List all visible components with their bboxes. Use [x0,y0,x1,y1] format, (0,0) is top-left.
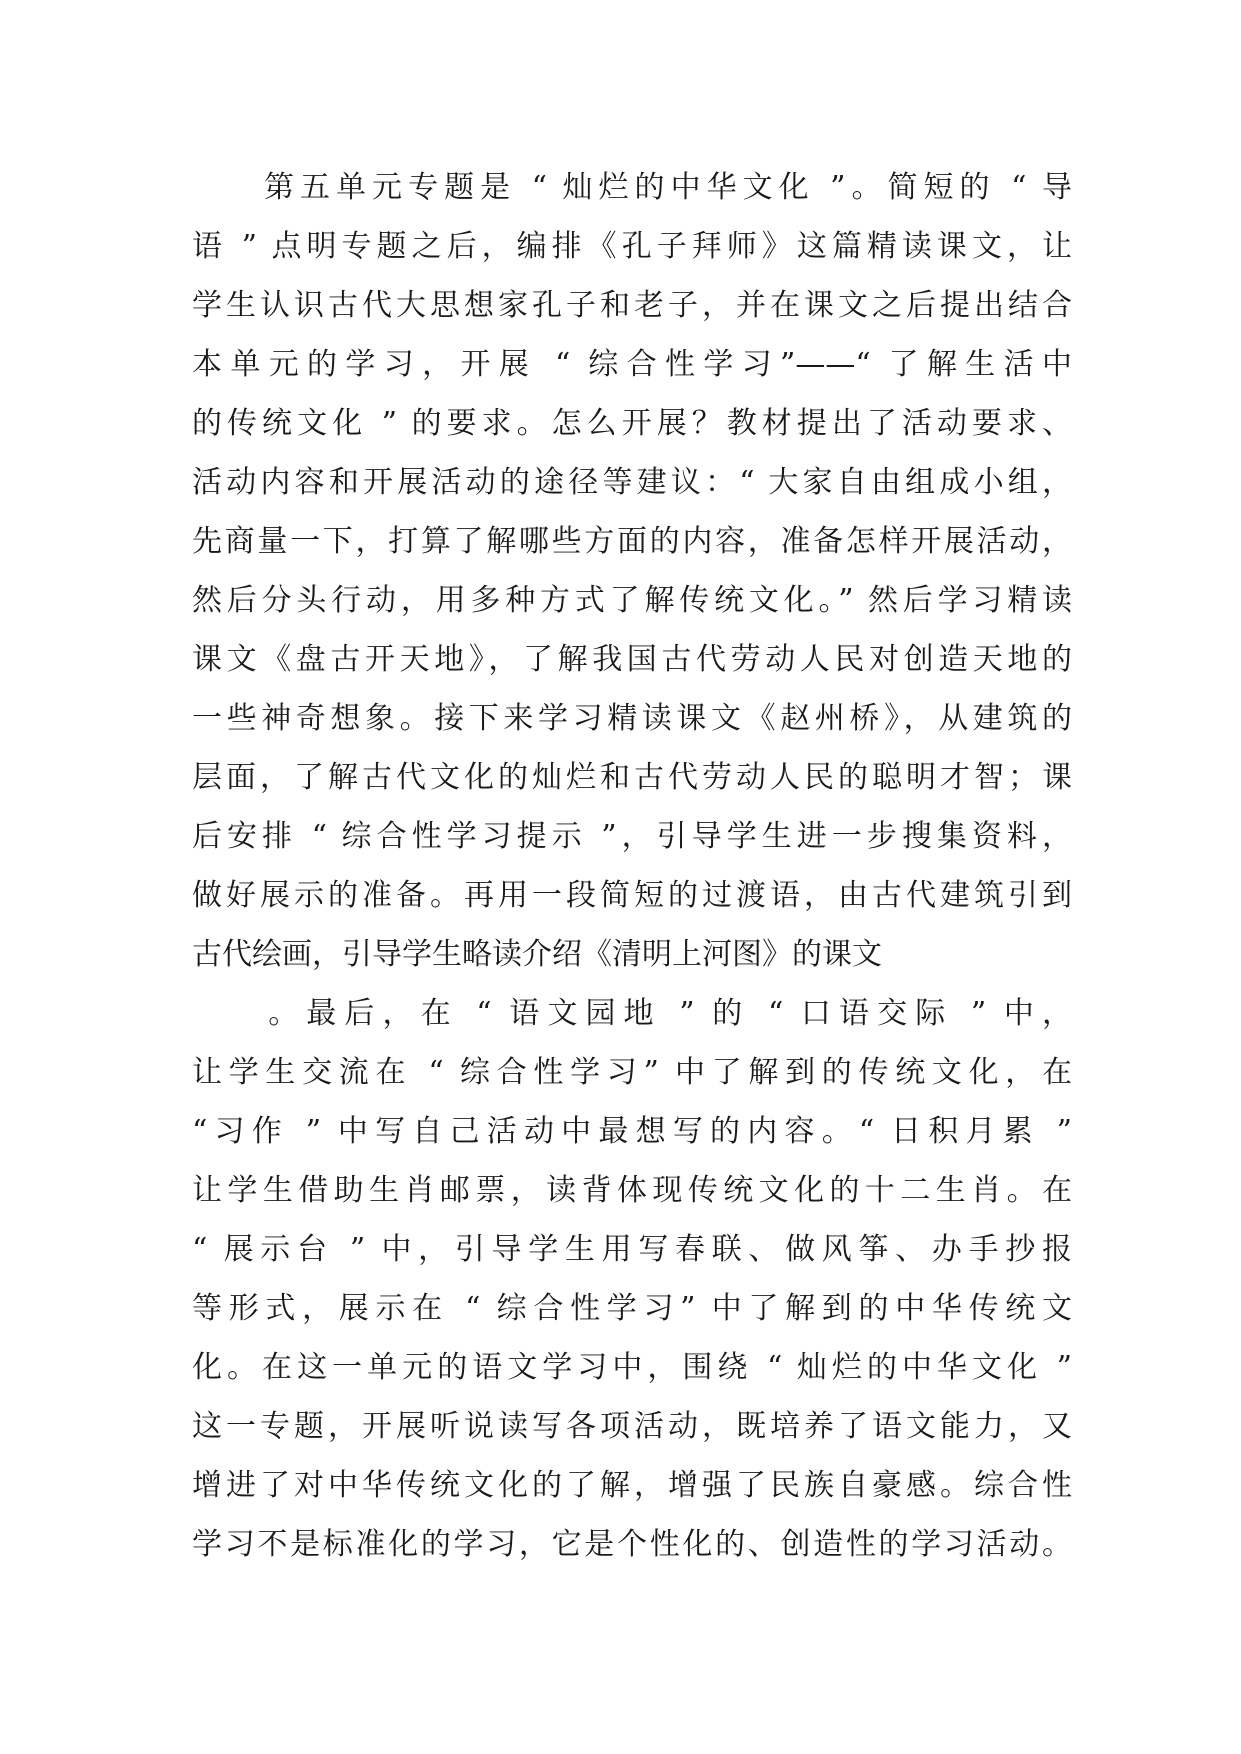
text-line: 增进了对中华传统文化的了解，增强了民族自豪感。综合性 [192,1468,1072,1503]
text-line: 学习不是标准化的学习，它是个性化的、创造性的学习活动。 [192,1527,1072,1562]
text-line: “ 展示台 ” 中，引导学生用写春联、做风筝、办手抄报 [192,1232,1072,1267]
text-line: 本单元的学习，开展 “ 综合性学习”——“ 了解生活中 [192,347,1072,382]
text-line: 后安排 “ 综合性学习提示 ”，引导学生进一步搜集资料， [192,819,1072,854]
text-line: 这一专题，开展听说读写各项活动，既培养了语文能力，又 [192,1409,1072,1444]
text-line: “习作 ” 中写自己活动中最想写的内容。“ 日积月累 ” [192,1114,1072,1149]
text-line: 先商量一下，打算了解哪些方面的内容，准备怎样开展活动， [192,524,1072,559]
text-line: 第五单元专题是 “ 灿烂的中华文化 ”。简短的 “ 导 [192,170,1072,205]
text-line: 层面，了解古代文化的灿烂和古代劳动人民的聪明才智；课 [192,760,1072,795]
text-line: 做好展示的准备。再用一段简短的过渡语，由古代建筑引到 [192,878,1072,913]
text-line: 的传统文化 ” 的要求。怎么开展？教材提出了活动要求、 [192,406,1072,441]
text-line: 等形式，展示在 “ 综合性学习” 中了解到的中华传统文 [192,1291,1072,1326]
text-line: 。最后，在 “ 语文园地 ” 的 “ 口语交际 ” 中， [192,996,1072,1031]
text-line: 化。在这一单元的语文学习中，围绕 “ 灿烂的中华文化 ” [192,1350,1072,1385]
text-line: 让学生交流在 “ 综合性学习” 中了解到的传统文化，在 [192,1055,1072,1090]
text-line: 一些神奇想象。接下来学习精读课文《赵州桥》，从建筑的 [192,701,1072,736]
text-line: 让学生借助生肖邮票，读背体现传统文化的十二生肖。在 [192,1173,1072,1208]
body-paragraph [192,158,1072,1574]
text-line: 古代绘画，引导学生略读介绍《清明上河图》的课文 [192,937,882,972]
text-line: 语 ” 点明专题之后，编排《孔子拜师》这篇精读课文，让 [192,229,1072,264]
text-line: 课文《盘古开天地》，了解我国古代劳动人民对创造天地的 [192,642,1072,677]
text-line: 学生认识古代大思想家孔子和老子，并在课文之后提出结合 [192,288,1072,323]
text-line: 然后分头行动，用多种方式了解传统文化。” 然后学习精读 [192,583,1072,618]
text-line: 活动内容和开展活动的途径等建议：“ 大家自由组成小组， [192,465,1072,500]
